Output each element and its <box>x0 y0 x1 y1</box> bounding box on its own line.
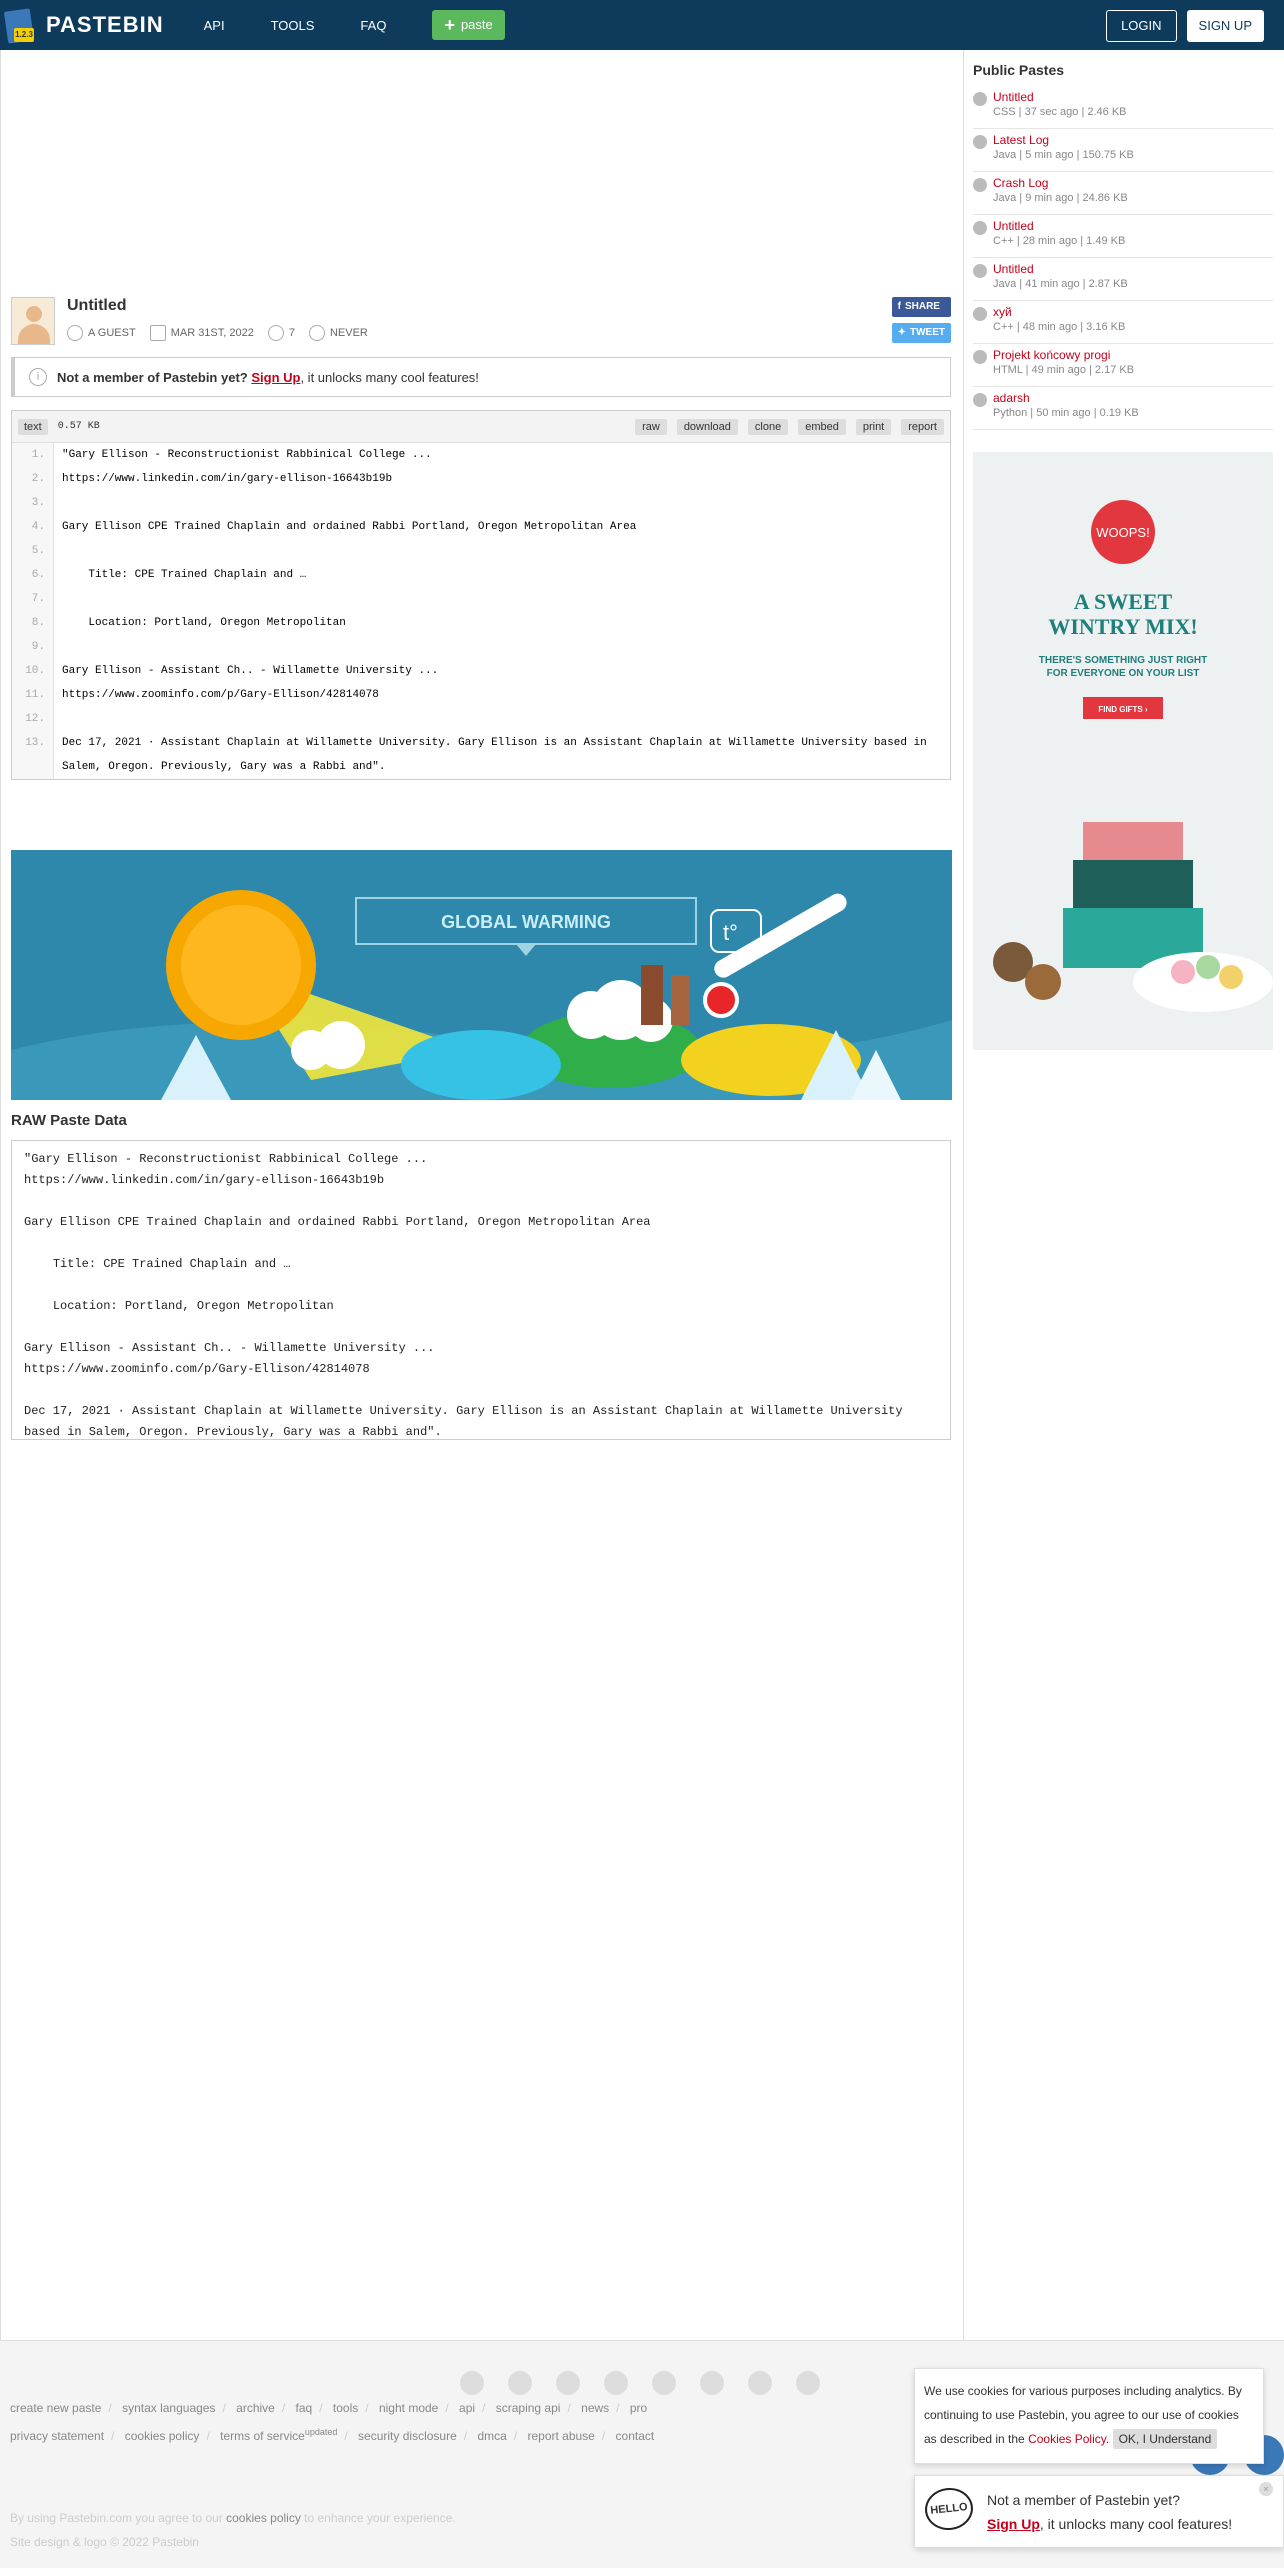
top-header <box>0 0 1284 50</box>
code-line <box>12 635 950 659</box>
clock-icon <box>309 325 325 341</box>
code-lines <box>12 443 950 779</box>
code-line <box>12 443 950 467</box>
signup-button[interactable]: SIGN UP <box>1187 10 1264 42</box>
tweet-label: TWEET <box>910 327 945 338</box>
cookie-ok-button[interactable]: OK, I Understand <box>1113 2429 1218 2449</box>
footer-link[interactable]: contact <box>615 2429 655 2443</box>
public-paste-item[interactable] <box>973 129 1273 172</box>
paste-item-meta: C++ | 28 min ago | 1.49 KB <box>993 235 1126 247</box>
line-number: 8. <box>12 611 54 635</box>
logo-tag: 1.2.3 <box>14 28 34 42</box>
line-number: 2. <box>12 467 54 491</box>
line-content <box>54 491 62 515</box>
line-content: Gary Ellison - Assistant Ch.. - Willamette University ... <box>62 665 439 677</box>
line-content: https://www.zoominfo.com/p/Gary-Ellison/42814078 <box>62 689 379 701</box>
line-number: 10. <box>12 659 54 683</box>
paste-link[interactable]: Projekt końcowy progi <box>993 348 1111 362</box>
sun-icon <box>166 890 316 1040</box>
nav-api[interactable]: API <box>203 17 225 33</box>
globe-icon <box>973 221 987 235</box>
paste-size: 0.57 KB <box>57 421 100 432</box>
new-paste-label: paste <box>460 17 493 32</box>
code-toolbar <box>12 411 950 443</box>
public-paste-item[interactable] <box>973 387 1273 430</box>
paste-link[interactable]: Untitled <box>993 219 1034 233</box>
paste-item-meta: C++ | 48 min ago | 3.16 KB <box>993 321 1126 333</box>
line-content: Location: Portland, Oregon Metropolitan <box>62 617 346 629</box>
user-icon <box>67 325 83 341</box>
sidebar-ad[interactable] <box>973 452 1273 1050</box>
tos-updated-badge: updated <box>304 2427 338 2437</box>
avatar <box>11 297 55 345</box>
public-paste-item[interactable] <box>973 258 1273 301</box>
ad-brand: WOOPS! <box>1096 525 1150 540</box>
code-line <box>12 731 950 779</box>
ad-sub2: FOR EVERYONE ON YOUR LIST <box>1046 668 1200 679</box>
syntax-tag[interactable]: text <box>18 419 48 435</box>
public-paste-item[interactable] <box>973 301 1273 344</box>
public-paste-item[interactable] <box>973 86 1273 129</box>
line-content: "Gary Ellison - Reconstructionist Rabbinical College ... <box>62 449 432 461</box>
globe-icon <box>973 135 987 149</box>
hello-bubble-icon: HELLO <box>923 2486 975 2533</box>
footer-link[interactable]: api <box>459 2401 476 2415</box>
ios-icon[interactable] <box>556 2371 580 2395</box>
notice-bold: Not a member of Pastebin yet? <box>57 369 248 385</box>
share-label: SHARE <box>904 301 940 312</box>
paste-meta <box>67 325 368 341</box>
cookie-policy-link[interactable]: Cookies Policy <box>1028 2432 1106 2446</box>
line-number: 5. <box>12 539 54 563</box>
signup-notice <box>11 357 951 397</box>
footer-link[interactable]: syntax languages <box>122 2401 216 2415</box>
line-content <box>54 707 62 731</box>
line-number: 12. <box>12 707 54 731</box>
line-number: 4. <box>12 515 54 539</box>
footer-link[interactable]: scraping api <box>495 2401 561 2415</box>
code-line <box>12 659 950 683</box>
footer-link[interactable]: report abuse <box>527 2429 595 2443</box>
hello-rest: , it unlocks many cool features! <box>1039 2516 1233 2532</box>
sidebar <box>973 50 1273 714</box>
paste-author[interactable]: A GUEST <box>88 327 136 339</box>
paste-expiry: NEVER <box>329 327 368 339</box>
raw-paste-textarea[interactable]: "Gary Ellison - Reconstructionist Rabbinical College ... https://www.linkedin.com/in/gary-ellison-16643b19b Gary Ellison CPE Trained Chaplain and ordained Rabbi Portland, Oregon Metropolitan Area Title: CPE Trained Chaplain and … Location: Portland, Oregon Metropolitan Gary Ellison - Assistant Ch.. - Willamette University ... https://www.zoominfo.com/p/Gary-Ellison/42814078 Dec 17, 2021 · Assistant Chaplain at Willamette University. Gary Ellison is an Assistant Chaplain at Willamette University based in Salem, Oregon. Previously, Gary was a Rabbi and". <box>11 1140 951 1440</box>
footer-link[interactable]: create new paste <box>10 2401 102 2415</box>
legal-post: to enhance your experience. <box>300 2511 456 2525</box>
temp-badge: t° <box>723 920 738 945</box>
login-button[interactable]: LOGIN <box>1106 10 1176 42</box>
print-button[interactable]: print <box>856 419 891 435</box>
twitter-icon: ✦ <box>897 327 906 338</box>
footer-link[interactable]: privacy statement <box>10 2429 105 2443</box>
firefox-icon[interactable] <box>508 2371 532 2395</box>
footer-link[interactable]: faq <box>295 2401 313 2415</box>
line-content <box>54 587 62 611</box>
hello-signup-link[interactable]: Sign Up <box>987 2516 1040 2532</box>
code-line <box>12 683 950 707</box>
ad-headline2: WINTRY MIX! <box>1048 614 1198 639</box>
globe-icon <box>973 264 987 278</box>
line-number: 3. <box>12 491 54 515</box>
copyright: Site design & logo © 2022 Pastebin <box>10 2535 199 2549</box>
footer-link[interactable]: dmca <box>477 2429 507 2443</box>
paste-item-meta: Python | 50 min ago | 0.19 KB <box>993 407 1139 419</box>
main-nav <box>204 10 505 40</box>
footer-link[interactable]: pro <box>629 2401 648 2415</box>
globe-icon <box>973 178 987 192</box>
line-number: 11. <box>12 683 54 707</box>
paste-views: 7 <box>288 327 295 339</box>
line-number: 9. <box>12 635 54 659</box>
line-content <box>54 635 62 659</box>
macos-icon[interactable] <box>700 2371 724 2395</box>
line-number: 1. <box>12 443 54 467</box>
line-number: 7. <box>12 587 54 611</box>
line-number: 13. <box>12 731 54 779</box>
windows-icon[interactable] <box>604 2371 628 2395</box>
chrome-icon[interactable] <box>460 2371 484 2395</box>
paste-link[interactable]: Crash Log <box>993 176 1049 190</box>
footer-legal <box>10 2506 456 2554</box>
code-box <box>11 410 951 780</box>
raw-paste-title: RAW Paste Data <box>11 1112 127 1129</box>
line-content: https://www.linkedin.com/in/gary-ellison-16643b19b <box>62 473 393 485</box>
info-icon: i <box>29 368 47 386</box>
code-line <box>12 587 950 611</box>
globe-icon <box>973 92 987 106</box>
code-line <box>12 515 950 539</box>
code-line <box>12 707 950 731</box>
notice-signup-link[interactable]: Sign Up <box>251 369 301 385</box>
cookie-text: We use cookies for various purposes including analytics. By continuing to use Pastebin, you agree to our use of cookies as described in the <box>924 2384 1242 2446</box>
globe-icon <box>973 350 987 364</box>
line-content: Gary Ellison CPE Trained Chaplain and ordained Rabbi Portland, Oregon Metropolitan Area <box>62 521 637 533</box>
paste-item-meta: CSS | 37 sec ago | 2.46 KB <box>993 106 1127 118</box>
raw-button[interactable]: raw <box>635 419 667 435</box>
line-content: Title: CPE Trained Chaplain and … <box>62 569 307 581</box>
legal-cookies-link[interactable]: cookies policy <box>226 2511 301 2525</box>
public-pastes-title: Public Pastes <box>973 62 1065 78</box>
paste-item-meta: Java | 5 min ago | 150.75 KB <box>993 149 1134 161</box>
global-warming-illustration <box>11 850 952 1100</box>
opera-icon[interactable] <box>748 2371 772 2395</box>
linux-icon[interactable] <box>796 2371 820 2395</box>
paste-date: MAR 31ST, 2022 <box>170 327 254 339</box>
code-line <box>12 563 950 587</box>
clone-button[interactable]: clone <box>748 419 788 435</box>
notice-rest: , it unlocks many cool features! <box>300 369 479 385</box>
facebook-icon: f <box>897 301 901 312</box>
line-number: 6. <box>12 563 54 587</box>
paste-link[interactable]: Latest Log <box>993 133 1050 147</box>
paste-item-meta: Java | 9 min ago | 24.86 KB <box>993 192 1128 204</box>
footer-link[interactable]: security disclosure <box>358 2429 457 2443</box>
footer-link[interactable]: news <box>581 2401 610 2415</box>
paste-link[interactable]: хуй <box>993 305 1012 319</box>
ad-sub1: THERE'S SOMETHING JUST RIGHT <box>1038 655 1208 666</box>
line-content <box>54 539 62 563</box>
nav-faq[interactable]: FAQ <box>360 17 387 33</box>
globe-icon <box>973 393 987 407</box>
footer-link[interactable]: tools <box>332 2401 359 2415</box>
embed-button[interactable]: embed <box>798 419 846 435</box>
ad-headline1: A SWEET <box>1073 589 1173 614</box>
woops-ad-illustration <box>973 452 1273 1050</box>
code-line <box>12 491 950 515</box>
code-line <box>12 611 950 635</box>
nav-tools[interactable]: TOOLS <box>270 17 315 33</box>
paste-item-meta: HTML | 49 min ago | 2.17 KB <box>993 364 1135 376</box>
app-icons <box>460 2371 820 2395</box>
public-paste-item[interactable] <box>973 172 1273 215</box>
paste-link[interactable]: Untitled <box>993 90 1034 104</box>
download-button[interactable]: download <box>677 419 738 435</box>
footer-link[interactable]: cookies policy <box>124 2429 200 2443</box>
footer-link-tos[interactable]: terms of service <box>220 2429 305 2443</box>
report-button[interactable]: report <box>901 419 944 435</box>
paste-title: Untitled <box>67 297 127 314</box>
close-icon[interactable]: × <box>1259 2482 1273 2496</box>
cookie-consent-popup <box>914 2368 1264 2464</box>
footer-links: create new paste / syntax languages / archive / faq / tools / night mode / api / scraping api / news / pro privacy statement / cookies policy / terms of service$^{updated}$ / security disclosure / dmca / report abuse / contact <box>10 2401 655 2443</box>
calendar-icon <box>150 325 166 341</box>
logo-text[interactable]: PASTEBIN <box>46 12 164 37</box>
pastebin-logo-icon[interactable] <box>4 6 38 44</box>
banner-label: GLOBAL WARMING <box>441 912 611 932</box>
eye-icon <box>268 325 284 341</box>
line-content: Dec 17, 2021 · Assistant Chaplain at Willamette University. Gary Ellison is an Assistant Chaplain at Willamette University based in Salem, Oregon. Previously, Gary was a Rabbi and". <box>62 737 934 773</box>
code-line <box>12 467 950 491</box>
twitter-tweet-button[interactable] <box>892 323 951 343</box>
global-warming-banner[interactable] <box>11 850 952 1100</box>
signup-popup <box>914 2475 1284 2548</box>
legal-pre: By using Pastebin.com you agree to our <box>10 2511 227 2525</box>
android-icon[interactable] <box>652 2371 676 2395</box>
facebook-share-button[interactable] <box>892 297 951 317</box>
paste-link[interactable]: Untitled <box>993 262 1034 276</box>
ad-cta[interactable]: FIND GIFTS › <box>1098 705 1148 714</box>
footer-link[interactable]: archive <box>236 2401 275 2415</box>
footer-link[interactable]: night mode <box>378 2401 439 2415</box>
hello-line1: Not a member of Pastebin yet? <box>987 2492 1180 2508</box>
cookie-dot: . <box>1105 2432 1110 2446</box>
public-paste-item[interactable] <box>973 344 1273 387</box>
new-paste-button[interactable] <box>432 10 504 40</box>
paste-link[interactable]: adarsh <box>993 391 1030 405</box>
paste-item-meta: Java | 41 min ago | 2.87 KB <box>993 278 1128 290</box>
globe-icon <box>973 307 987 321</box>
plus-icon: + <box>444 15 455 35</box>
code-line <box>12 539 950 563</box>
public-paste-item[interactable] <box>973 215 1273 258</box>
